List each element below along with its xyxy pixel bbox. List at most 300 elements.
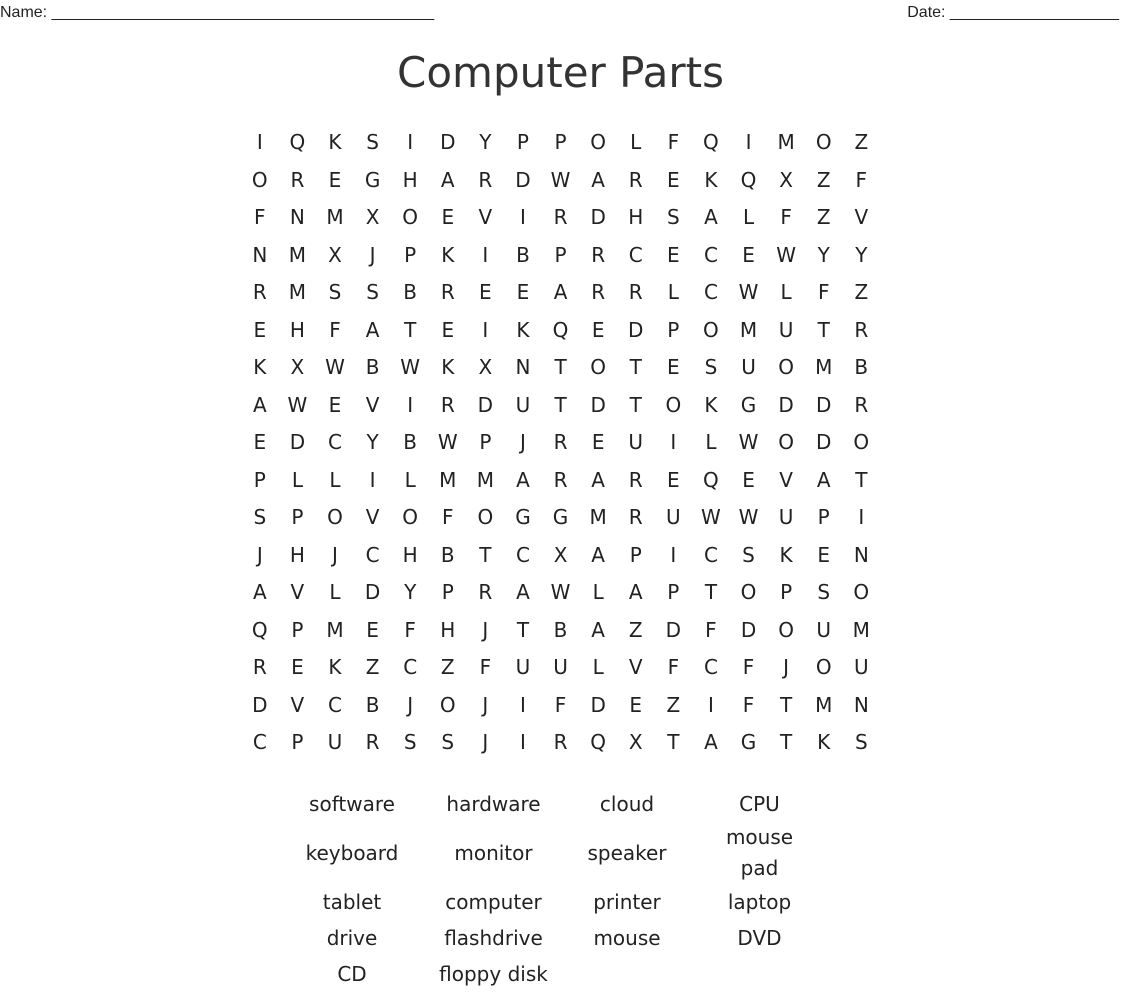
grid-letter: F (404, 617, 416, 642)
grid-letter: B (403, 430, 418, 454)
grid-letter: J (482, 730, 489, 754)
grid-letter: Q (251, 617, 268, 642)
grid-letter: J (482, 692, 489, 717)
grid-letter: V (854, 205, 869, 229)
grid-letter: B (516, 242, 530, 267)
grid-letter: E (441, 317, 455, 342)
grid-letter: V (365, 505, 380, 529)
grid-letter: M (288, 242, 307, 267)
grid-letter: E (667, 467, 680, 492)
grid-letter: X (779, 167, 793, 192)
grid-letter: R (591, 280, 606, 304)
grid-letter: R (440, 280, 455, 304)
grid-letter: Q (552, 317, 569, 342)
grid-letter: K (704, 167, 718, 192)
grid-letter: P (291, 617, 304, 642)
grid-letter: E (479, 280, 492, 304)
grid-letter: T (554, 392, 567, 417)
grid-letter: O (590, 355, 607, 379)
grid-letter: O (402, 505, 419, 529)
grid-letter: G (740, 730, 757, 754)
word-list-item: flashdrive (444, 925, 543, 950)
grid-letter: J (256, 542, 263, 567)
word-list-item: software (309, 791, 395, 816)
grid-letter: F (479, 655, 492, 679)
grid-letter: D (252, 692, 268, 717)
grid-letter: A (440, 167, 455, 192)
grid-letter: P (554, 130, 567, 154)
grid-letter: F (705, 617, 717, 642)
grid-letter: T (667, 730, 680, 754)
word-list-item: mouse (593, 925, 661, 950)
grid-letter: X (478, 355, 493, 379)
grid-letter: H (402, 542, 418, 567)
grid-letter: G (364, 167, 381, 192)
grid-letter: C (628, 242, 643, 267)
grid-letter: K (704, 392, 718, 417)
word-list-item: CD (337, 961, 367, 986)
grid-letter: S (704, 355, 718, 379)
name-field-label: Name: ___________________________________________ (0, 4, 435, 21)
grid-letter: F (329, 317, 341, 342)
grid-letter: C (252, 730, 267, 754)
grid-letter: O (590, 130, 607, 154)
grid-letter: M (326, 205, 344, 229)
grid-letter: X (290, 355, 305, 379)
grid-letter: C (328, 430, 342, 454)
grid-letter: N (853, 692, 869, 717)
grid-letter: U (853, 655, 869, 679)
grid-letter: A (591, 467, 605, 492)
word-list-item: printer (593, 889, 661, 914)
grid-letter: U (628, 430, 644, 454)
grid-letter: S (666, 205, 680, 229)
grid-letter: R (553, 730, 568, 754)
grid-letter: G (515, 505, 531, 529)
grid-letter: L (667, 280, 679, 304)
grid-letter: E (516, 280, 530, 304)
grid-letter: E (253, 317, 267, 342)
grid-letter: A (591, 617, 605, 642)
grid-letter: R (252, 655, 267, 679)
grid-letter: U (778, 317, 794, 342)
grid-letter: U (778, 505, 794, 529)
grid-letter: R (553, 205, 568, 229)
grid-letter: C (703, 655, 718, 679)
grid-letter: A (591, 167, 605, 192)
grid-letter: D (590, 205, 606, 229)
grid-letter: I (670, 430, 677, 454)
grid-letter: U (741, 355, 756, 379)
grid-letter: H (289, 317, 305, 342)
grid-letter: U (327, 730, 343, 754)
grid-letter: Q (703, 130, 719, 154)
grid-letter: E (591, 430, 605, 454)
grid-letter: U (515, 655, 531, 679)
grid-letter: E (667, 167, 680, 192)
grid-letter: L (742, 205, 755, 229)
grid-letter: F (254, 205, 266, 229)
grid-letter: L (630, 130, 642, 154)
grid-letter: S (328, 280, 342, 304)
grid-letter: D (590, 392, 606, 417)
grid-letter: U (515, 392, 531, 417)
grid-letter: W (701, 505, 721, 529)
grid-letter: S (441, 730, 455, 754)
grid-letter: F (442, 505, 454, 529)
grid-letter: P (780, 580, 793, 604)
grid-letter: O (815, 655, 832, 679)
grid-letter: I (482, 242, 489, 267)
grid-letter: K (441, 242, 455, 267)
grid-letter: D (740, 617, 757, 642)
grid-letter: Z (628, 617, 643, 642)
grid-letter: L (329, 467, 341, 492)
grid-letter: C (365, 542, 380, 567)
grid-letter: I (670, 542, 677, 567)
grid-letter: K (328, 655, 342, 679)
grid-letter: Y (855, 242, 868, 267)
grid-letter: Z (365, 655, 380, 679)
grid-letter: W (776, 242, 796, 267)
grid-letter: E (291, 655, 304, 679)
grid-letter: C (403, 655, 418, 679)
grid-letter: T (554, 355, 567, 379)
grid-letter: A (816, 467, 831, 492)
grid-letter: R (628, 280, 643, 304)
grid-letter: I (369, 467, 376, 492)
word-list-item: cloud (599, 791, 655, 816)
grid-letter: A (252, 580, 267, 604)
grid-letter: A (591, 542, 605, 567)
grid-letter: D (665, 617, 682, 642)
word-list-item: drive (326, 925, 378, 950)
grid-letter: A (365, 317, 380, 342)
grid-letter: A (704, 730, 718, 754)
grid-letter: C (515, 542, 530, 567)
grid-letter: K (253, 355, 267, 379)
grid-letter: O (402, 205, 419, 229)
grid-letter: O (665, 392, 682, 417)
grid-letter: F (780, 205, 792, 229)
grid-letter: Q (740, 167, 757, 192)
grid-letter: V (365, 392, 380, 417)
grid-letter: R (478, 167, 493, 192)
grid-letter: H (289, 542, 305, 567)
word-list-item: laptop (727, 889, 792, 914)
grid-letter: B (365, 692, 380, 717)
grid-letter: U (666, 505, 681, 529)
grid-letter: V (628, 655, 643, 679)
grid-letter: E (629, 692, 643, 717)
grid-letter: J (520, 430, 526, 454)
word-list-item: mouse pad (725, 825, 794, 880)
grid-letter: I (520, 205, 526, 229)
grid-letter: R (553, 430, 568, 454)
grid-letter: A (704, 205, 718, 229)
grid-letter: M (288, 280, 307, 304)
grid-letter: F (554, 692, 567, 717)
grid-letter: V (290, 580, 305, 604)
grid-letter: B (854, 355, 869, 379)
grid-letter: R (854, 392, 869, 417)
grid-letter: I (256, 130, 263, 154)
word-list-item: keyboard (305, 840, 399, 865)
grid-letter: P (667, 317, 680, 342)
grid-letter: O (327, 505, 343, 529)
grid-letter: W (738, 280, 759, 304)
grid-letter: Z (440, 655, 455, 679)
grid-letter: W (287, 392, 308, 417)
grid-letter: P (817, 505, 830, 529)
grid-letter: R (440, 392, 455, 417)
grid-letter: O (853, 430, 870, 454)
grid-letter: P (667, 580, 680, 604)
grid-letter: F (667, 655, 680, 679)
grid-letter: T (704, 580, 718, 604)
grid-letter: O (853, 580, 870, 604)
grid-letter: P (404, 242, 417, 267)
grid-letter: S (366, 280, 379, 304)
grid-letter: Q (289, 130, 306, 154)
grid-letter: R (553, 467, 568, 492)
page-title: Computer Parts (397, 48, 724, 97)
grid-letter: L (705, 430, 717, 454)
grid-letter: E (328, 392, 342, 417)
grid-letter: M (739, 317, 758, 342)
grid-letter: P (629, 542, 642, 567)
grid-letter: O (477, 505, 494, 529)
grid-letter: A (252, 392, 267, 417)
grid-letter: M (439, 467, 457, 492)
grid-letter: L (404, 467, 416, 492)
grid-letter: W (550, 167, 571, 192)
letter-grid (241, 124, 880, 762)
grid-letter: X (628, 730, 643, 754)
grid-letter: R (365, 730, 380, 754)
grid-letter: E (667, 242, 680, 267)
grid-letter: T (479, 542, 492, 567)
word-list-item: CPU (739, 791, 780, 816)
grid-letter: M (476, 467, 494, 492)
grid-letter: T (780, 692, 793, 717)
grid-letter: A (516, 580, 530, 604)
grid-letter: K (328, 130, 342, 154)
grid-letter: J (332, 542, 338, 567)
grid-letter: R (854, 317, 869, 342)
word-list-item: floppy disk (439, 961, 548, 986)
grid-letter: E (667, 355, 680, 379)
grid-letter: P (253, 467, 266, 492)
word-list-item: tablet (322, 889, 382, 914)
word-list-item: monitor (454, 840, 533, 865)
grid-letter: E (591, 317, 605, 342)
grid-letter: K (779, 542, 793, 567)
grid-letter: R (290, 167, 305, 192)
grid-letter: R (252, 280, 267, 304)
grid-letter: E (366, 617, 379, 642)
grid-letter: G (740, 392, 757, 417)
word-list-item: DVD (737, 925, 782, 950)
grid-letter: J (482, 617, 489, 642)
grid-letter: O (439, 692, 456, 717)
date-field-label: Date: ___________________ (907, 4, 1119, 21)
word-list (282, 786, 830, 992)
grid-letter: K (441, 355, 455, 379)
grid-letter: N (853, 542, 869, 567)
grid-letter: V (290, 692, 305, 717)
grid-letter: O (251, 167, 268, 192)
grid-letter: Z (816, 167, 831, 192)
grid-letter: Y (479, 130, 492, 154)
grid-letter: B (403, 280, 418, 304)
grid-letter: I (745, 130, 752, 154)
grid-letter: O (778, 430, 794, 454)
grid-letter: T (516, 617, 530, 642)
grid-letter: H (402, 167, 418, 192)
grid-letter: A (553, 280, 568, 304)
grid-letter: Y (817, 242, 830, 267)
grid-letter: I (858, 505, 865, 529)
grid-letter: E (441, 205, 455, 229)
grid-letter: O (778, 355, 794, 379)
grid-letter: F (667, 130, 680, 154)
grid-letter: V (478, 205, 493, 229)
grid-letter: B (553, 617, 568, 642)
word-list-item: hardware (446, 791, 541, 816)
grid-letter: S (403, 730, 417, 754)
grid-letter: T (817, 317, 830, 342)
grid-letter: D (778, 392, 794, 417)
grid-letter: S (854, 730, 868, 754)
grid-letter: X (365, 205, 380, 229)
grid-letter: E (817, 542, 831, 567)
grid-letter: M (815, 355, 833, 379)
grid-letter: U (553, 655, 568, 679)
grid-letter: C (703, 242, 718, 267)
grid-letter: W (325, 355, 345, 379)
grid-letter: P (479, 430, 492, 454)
grid-letter: D (515, 167, 531, 192)
grid-letter: O (703, 317, 719, 342)
grid-letter: F (855, 167, 868, 192)
grid-letter: M (852, 617, 870, 642)
grid-letter: Z (854, 130, 869, 154)
grid-letter: E (253, 430, 267, 454)
grid-letter: E (742, 242, 755, 267)
grid-letter: I (707, 692, 714, 717)
grid-letter: D (364, 580, 381, 604)
grid-letter: I (520, 692, 526, 717)
grid-letter: F (817, 280, 830, 304)
grid-letter: T (629, 392, 642, 417)
grid-letter: M (589, 505, 607, 529)
grid-letter: B (440, 542, 455, 567)
grid-letter: W (437, 430, 458, 454)
grid-letter: M (777, 130, 795, 154)
grid-letter: I (407, 130, 414, 154)
grid-letter: T (629, 355, 642, 379)
grid-letter: A (516, 467, 530, 492)
grid-letter: Y (366, 430, 379, 454)
grid-letter: I (482, 317, 489, 342)
grid-letter: O (778, 617, 794, 642)
grid-letter: C (703, 280, 718, 304)
grid-letter: L (329, 580, 341, 604)
grid-letter: P (441, 580, 454, 604)
grid-letter: Y (404, 580, 417, 604)
grid-letter: X (553, 542, 568, 567)
grid-letter: L (592, 580, 604, 604)
grid-letter: N (289, 205, 305, 229)
grid-letter: J (783, 655, 790, 679)
grid-letter: T (855, 467, 868, 492)
grid-letter: W (738, 430, 759, 454)
grid-letter: R (628, 467, 643, 492)
grid-letter: N (515, 355, 531, 379)
grid-letter: H (628, 205, 644, 229)
grid-letter: H (440, 617, 456, 642)
grid-letter: Z (816, 205, 831, 229)
grid-letter: W (738, 505, 759, 529)
grid-letter: L (780, 280, 792, 304)
grid-letter: T (404, 317, 417, 342)
grid-letter: V (779, 467, 793, 492)
grid-letter: E (742, 467, 755, 492)
grid-letter: Q (703, 467, 719, 492)
grid-letter: C (703, 542, 718, 567)
grid-letter: J (369, 242, 376, 267)
grid-letter: T (780, 730, 793, 754)
grid-letter: J (407, 692, 414, 717)
grid-letter: L (291, 467, 303, 492)
grid-letter: P (291, 730, 304, 754)
grid-letter: U (816, 617, 832, 642)
grid-letter: P (291, 505, 304, 529)
grid-letter: C (328, 692, 342, 717)
grid-letter: D (477, 392, 494, 417)
grid-letter: W (400, 355, 421, 379)
grid-letter: S (366, 130, 379, 154)
grid-letter: S (817, 580, 831, 604)
grid-letter: O (740, 580, 757, 604)
grid-letter: E (328, 167, 342, 192)
grid-letter: Z (666, 692, 681, 717)
grid-letter: M (815, 692, 833, 717)
grid-letter: F (742, 692, 755, 717)
grid-letter: D (440, 130, 456, 154)
grid-letter: G (552, 505, 569, 529)
grid-letter: D (816, 392, 832, 417)
grid-letter: O (815, 130, 832, 154)
grid-letter: P (516, 130, 529, 154)
grid-letter: N (252, 242, 268, 267)
grid-letter: S (742, 542, 755, 567)
grid-letter: R (628, 167, 643, 192)
grid-letter: D (816, 430, 832, 454)
grid-letter: B (365, 355, 380, 379)
grid-letter: P (554, 242, 567, 267)
word-list-item: speaker (587, 840, 667, 865)
grid-letter: D (590, 692, 606, 717)
grid-letter: K (817, 730, 831, 754)
grid-letter: R (628, 505, 643, 529)
grid-letter: D (628, 317, 644, 342)
grid-letter: R (591, 242, 606, 267)
grid-letter: D (289, 430, 306, 454)
grid-letter: F (742, 655, 755, 679)
grid-letter: W (550, 580, 571, 604)
